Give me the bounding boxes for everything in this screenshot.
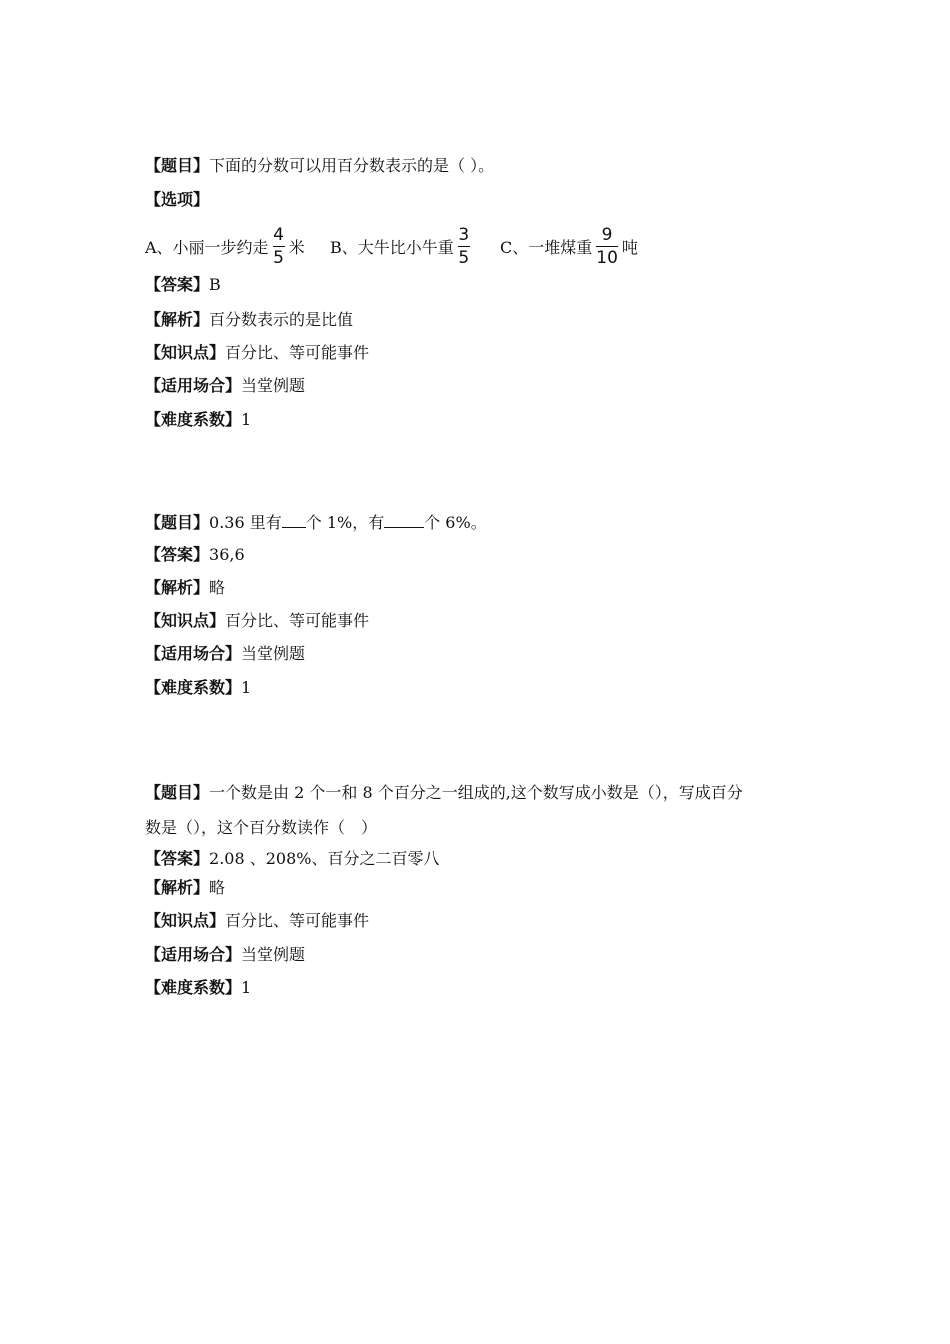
q1-difficulty-tag: 【难度系数】: [145, 410, 242, 429]
fraction-a-numerator: 4: [273, 224, 284, 245]
q3-knowledge-value: 百分比、等可能事件: [225, 911, 370, 930]
fraction-a-denominator: 5: [273, 247, 284, 268]
q2-blank-1: [282, 511, 306, 528]
q1-scene: [145, 376, 305, 396]
q2-answer-tag: 【答案】: [145, 545, 210, 564]
q1-options-tag: 【选项】: [145, 190, 210, 209]
option-b-text: B、大牛比小牛重: [330, 237, 454, 257]
q3-answer: [145, 849, 439, 869]
q3-topic-line2: [145, 818, 377, 838]
q1-answer-tag: 【答案】: [145, 275, 210, 294]
q1-analysis-tag: 【解析】: [145, 310, 210, 329]
q2-topic-tag: 【题目】: [145, 513, 210, 532]
fraction-a: [273, 224, 285, 269]
q2-topic-part-c: 个 6%。: [424, 513, 487, 532]
q2-analysis: [145, 578, 225, 598]
q1-knowledge-value: 百分比、等可能事件: [225, 343, 370, 362]
q1-scene-tag: 【适用场合】: [145, 376, 242, 395]
q3-answer-value: 2.08 、208%、百分之二百零八: [209, 849, 440, 868]
q3-analysis-value: 略: [209, 878, 226, 897]
q2-scene-tag: 【适用场合】: [145, 644, 242, 663]
q2-blank-2: [384, 511, 424, 528]
q3-topic-line1: [145, 783, 743, 803]
q2-knowledge: [145, 611, 369, 631]
q2-scene: [145, 644, 305, 664]
q3-topic-tag: 【题目】: [145, 783, 210, 802]
q3-knowledge-tag: 【知识点】: [145, 911, 226, 930]
q1-topic-tag: 【题目】: [145, 156, 210, 175]
q2-answer-value: 36,6: [209, 545, 245, 564]
q1-analysis: [145, 310, 353, 330]
q1-scene-value: 当堂例题: [241, 376, 306, 395]
q2-topic-part-a: 0.36 里有: [209, 513, 282, 532]
option-a-unit: 米: [288, 237, 305, 257]
q1-knowledge: [145, 343, 369, 363]
q3-analysis-tag: 【解析】: [145, 878, 210, 897]
q3-scene-value: 当堂例题: [241, 945, 306, 964]
q3-topic-text-1: 一个数是由 2 个一和 8 个百分之一组成的,这个数写成小数是（），写成百分: [209, 783, 743, 802]
q1-topic-text: 下面的分数可以用百分数表示的是（ ）。: [209, 156, 495, 175]
q3-scene: [145, 945, 305, 965]
q3-topic-text-2: 数是（），这个百分数读作（ ）: [145, 818, 378, 837]
q3-answer-tag: 【答案】: [145, 849, 210, 868]
q2-analysis-tag: 【解析】: [145, 578, 210, 597]
fraction-b: [458, 224, 470, 269]
q2-knowledge-tag: 【知识点】: [145, 611, 226, 630]
q2-knowledge-value: 百分比、等可能事件: [225, 611, 370, 630]
q1-option-a: [145, 216, 305, 276]
q2-difficulty: [145, 678, 251, 698]
q1-option-b: [330, 216, 474, 276]
q1-answer: [145, 275, 221, 295]
q3-difficulty-value: 1: [241, 978, 252, 997]
q1-answer-value: B: [209, 275, 221, 294]
q2-analysis-value: 略: [209, 578, 226, 597]
q1-analysis-value: 百分数表示的是比值: [209, 310, 354, 329]
q2-answer: [145, 545, 245, 565]
fraction-b-denominator: 5: [458, 247, 470, 268]
q1-difficulty-value: 1: [241, 410, 252, 429]
q2-scene-value: 当堂例题: [241, 644, 306, 663]
fraction-b-numerator: 3: [458, 224, 470, 245]
fraction-c-denominator: 10: [596, 247, 618, 268]
q2-difficulty-tag: 【难度系数】: [145, 678, 242, 697]
option-c-unit: 吨: [621, 237, 638, 257]
fraction-c-numerator: 9: [601, 224, 613, 245]
q1-options-label: [145, 190, 209, 210]
q3-knowledge: [145, 911, 369, 931]
q2-difficulty-value: 1: [241, 678, 252, 697]
q2-topic-part-b: 个 1%，有: [305, 513, 385, 532]
q3-difficulty: [145, 978, 251, 998]
option-c-text: C、一堆煤重: [500, 237, 593, 257]
option-a-text: A、小丽一步约走: [145, 237, 269, 257]
q3-analysis: [145, 878, 225, 898]
q3-scene-tag: 【适用场合】: [145, 945, 242, 964]
q2-topic: [145, 511, 487, 533]
q1-difficulty: [145, 410, 251, 430]
fraction-c: [596, 224, 618, 269]
q1-topic: [145, 156, 494, 176]
q1-knowledge-tag: 【知识点】: [145, 343, 226, 362]
q3-difficulty-tag: 【难度系数】: [145, 978, 242, 997]
q1-option-c: [500, 216, 638, 276]
